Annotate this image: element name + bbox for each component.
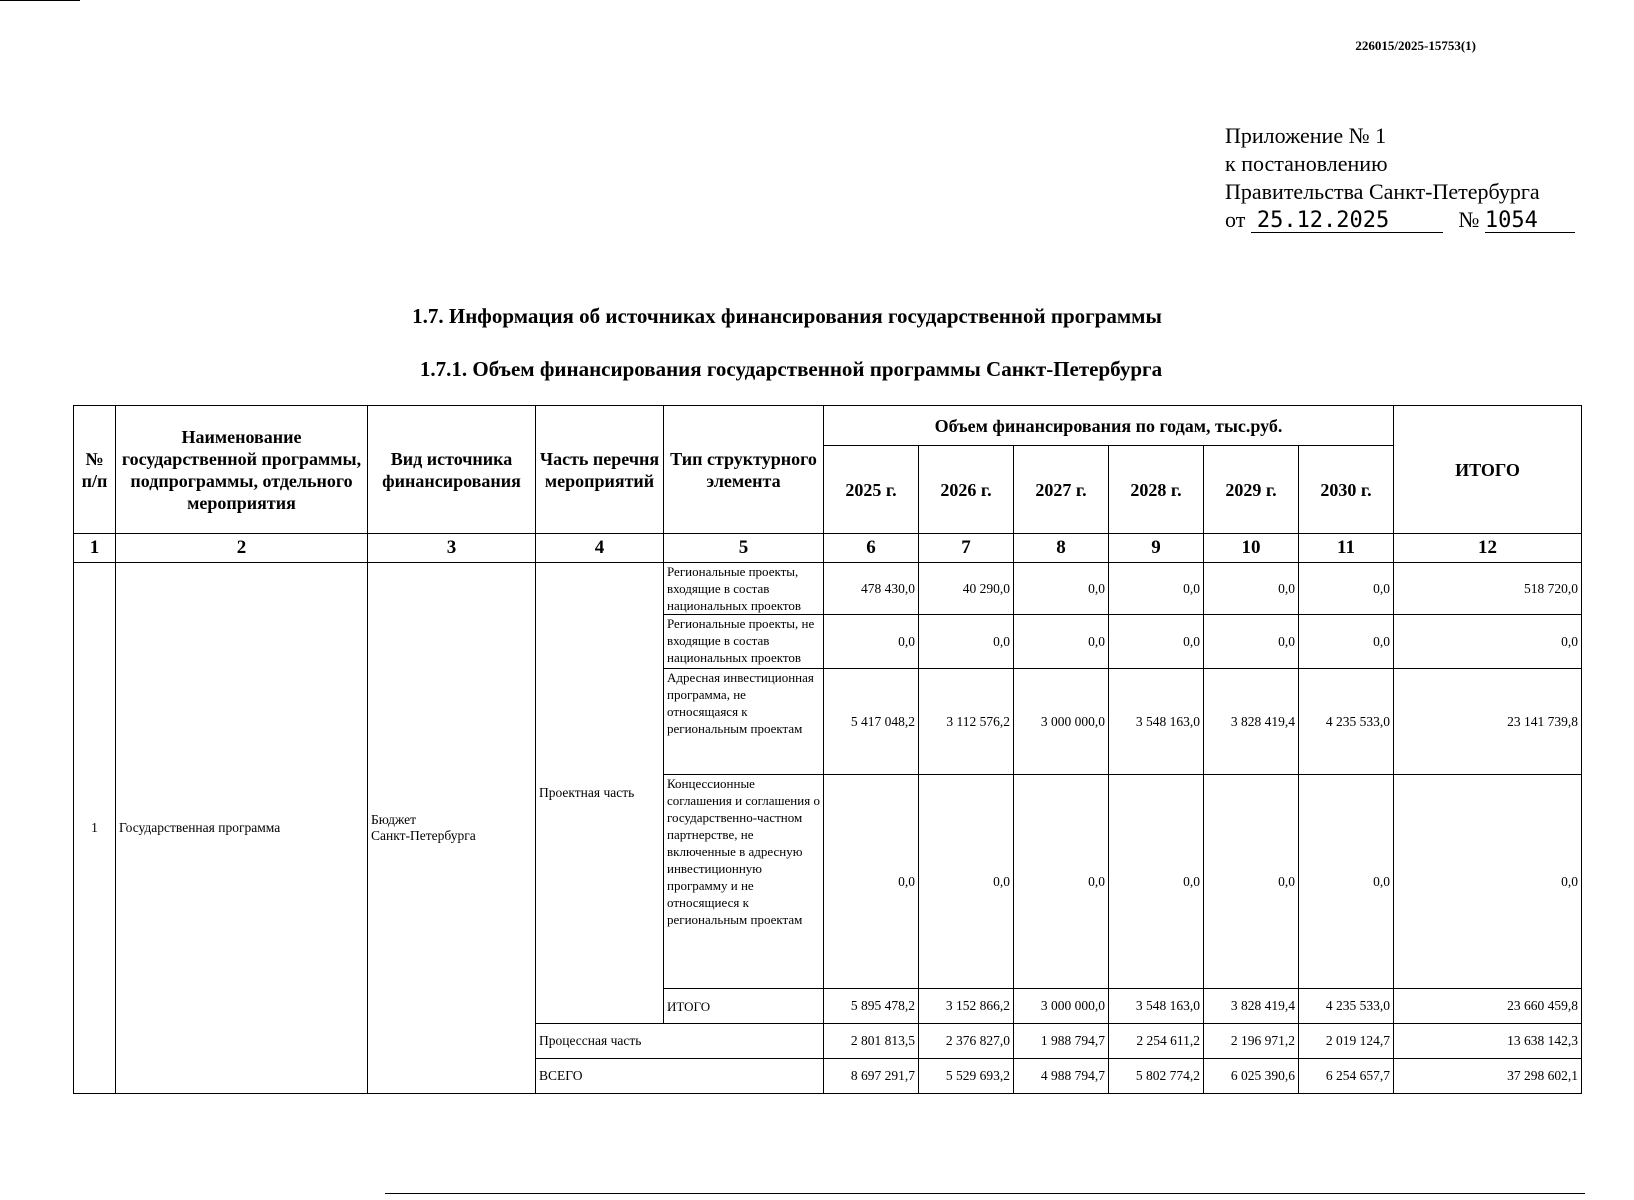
column-number: 1 [74, 534, 116, 563]
appendix-line-3: Правительства Санкт-Петербурга [1225, 179, 1540, 204]
row-total: 0,0 [1394, 615, 1582, 669]
header-year: 2030 г. [1299, 446, 1394, 534]
header-source: Вид источника финансирования [368, 406, 536, 534]
column-number: 6 [824, 534, 919, 563]
value-cell: 5 802 774,2 [1109, 1059, 1204, 1094]
value-cell: 6 025 390,6 [1204, 1059, 1299, 1094]
decree-number: 1054 [1485, 210, 1575, 233]
value-cell: 40 290,0 [919, 563, 1014, 615]
row-number: 1 [74, 563, 116, 1094]
row-total: 23 141 739,8 [1394, 669, 1582, 775]
value-cell: 3 000 000,0 [1014, 989, 1109, 1024]
appendix-line-2: к постановлению [1225, 151, 1388, 176]
project-part: Проектная часть [536, 563, 664, 1024]
column-number: 9 [1109, 534, 1204, 563]
number-prefix: № [1458, 207, 1480, 232]
value-cell: 2 196 971,2 [1204, 1024, 1299, 1059]
value-cell: 3 000 000,0 [1014, 669, 1109, 775]
value-cell: 0,0 [1204, 563, 1299, 615]
row-total: 37 298 602,1 [1394, 1059, 1582, 1094]
section-subtitle: 1.7.1. Объем финансирования государственной программы Санкт-Петербурга [419, 357, 1163, 381]
header-year: 2025 г. [824, 446, 919, 534]
value-cell: 478 430,0 [824, 563, 919, 615]
value-cell: 2 376 827,0 [919, 1024, 1014, 1059]
value-cell: 0,0 [1109, 563, 1204, 615]
value-cell: 3 112 576,2 [919, 669, 1014, 775]
header-name: Наименование государственной программы, подпрограммы, отдельного мероприятия [116, 406, 368, 534]
column-number: 12 [1394, 534, 1582, 563]
appendix-line-1: Приложение № 1 [1225, 123, 1387, 148]
value-cell: 5 895 478,2 [824, 989, 919, 1024]
date-prefix: от [1225, 207, 1246, 232]
value-cell: 0,0 [1014, 615, 1109, 669]
financing-table [73, 405, 1582, 1094]
header-part: Часть перечня мероприятий [536, 406, 664, 534]
value-cell: 0,0 [1299, 615, 1394, 669]
value-cell: 1 988 794,7 [1014, 1024, 1109, 1059]
value-cell: 2 019 124,7 [1299, 1024, 1394, 1059]
financing-source: Бюджет Санкт-Петербурга [368, 563, 536, 1094]
decree-date: 25.12.2025 [1251, 210, 1443, 233]
structural-element-type: Региональные проекты, входящие в состав национальных проектов [664, 563, 824, 615]
structural-element-type: Адресная инвестиционная программа, не относящаяся к региональным проектам [664, 669, 824, 775]
grand-total-label: ВСЕГО [536, 1059, 824, 1094]
value-cell: 0,0 [1299, 563, 1394, 615]
section-title: 1.7. Информация об источниках финансирования государственной программы [412, 304, 1162, 328]
header-year: 2027 г. [1014, 446, 1109, 534]
bottom-edge-rule [385, 1193, 1585, 1194]
row-total: 518 720,0 [1394, 563, 1582, 615]
header-total: ИТОГО [1394, 406, 1582, 534]
header-year: 2028 г. [1109, 446, 1204, 534]
value-cell: 0,0 [1014, 775, 1109, 989]
column-number: 4 [536, 534, 664, 563]
row-total: 23 660 459,8 [1394, 989, 1582, 1024]
appendix-block [1225, 122, 1575, 234]
table-row [74, 563, 1582, 615]
column-number: 5 [664, 534, 824, 563]
value-cell: 3 548 163,0 [1109, 989, 1204, 1024]
row-total: 13 638 142,3 [1394, 1024, 1582, 1059]
value-cell: 4 235 533,0 [1299, 669, 1394, 775]
top-edge-rule [0, 0, 80, 1]
value-cell: 8 697 291,7 [824, 1059, 919, 1094]
column-number: 3 [368, 534, 536, 563]
column-number: 8 [1014, 534, 1109, 563]
value-cell: 3 828 419,4 [1204, 669, 1299, 775]
row-total: 0,0 [1394, 775, 1582, 989]
column-number: 7 [919, 534, 1014, 563]
value-cell: 0,0 [824, 615, 919, 669]
value-cell: 2 801 813,5 [824, 1024, 919, 1059]
value-cell: 5 417 048,2 [824, 669, 919, 775]
project-subtotal-label: ИТОГО [664, 989, 824, 1024]
program-name: Государственная программа [116, 563, 368, 1094]
value-cell: 0,0 [1109, 615, 1204, 669]
value-cell: 5 529 693,2 [919, 1059, 1014, 1094]
process-part-label: Процессная часть [536, 1024, 824, 1059]
value-cell: 0,0 [1204, 775, 1299, 989]
header-year: 2029 г. [1204, 446, 1299, 534]
header-no: № п/п [74, 406, 116, 534]
value-cell: 2 254 611,2 [1109, 1024, 1204, 1059]
value-cell: 0,0 [1109, 775, 1204, 989]
value-cell: 3 548 163,0 [1109, 669, 1204, 775]
column-number: 11 [1299, 534, 1394, 563]
column-number: 10 [1204, 534, 1299, 563]
value-cell: 3 152 866,2 [919, 989, 1014, 1024]
value-cell: 0,0 [919, 615, 1014, 669]
value-cell: 0,0 [919, 775, 1014, 989]
value-cell: 4 235 533,0 [1299, 989, 1394, 1024]
value-cell: 6 254 657,7 [1299, 1059, 1394, 1094]
appendix-date-line [1225, 206, 1575, 234]
column-number: 2 [116, 534, 368, 563]
value-cell: 4 988 794,7 [1014, 1059, 1109, 1094]
header-volume: Объем финансирования по годам, тыс.руб. [824, 406, 1394, 446]
header-year: 2026 г. [919, 446, 1014, 534]
value-cell: 3 828 419,4 [1204, 989, 1299, 1024]
value-cell: 0,0 [824, 775, 919, 989]
registration-number: 226015/2025-15753(1) [1355, 38, 1476, 53]
header-type: Тип структурного элемента [664, 406, 824, 534]
value-cell: 0,0 [1014, 563, 1109, 615]
structural-element-type: Региональные проекты, не входящие в состав национальных проектов [664, 615, 824, 669]
value-cell: 0,0 [1204, 615, 1299, 669]
structural-element-type: Концессионные соглашения и соглашения о государственно-частном партнерстве, не включенные в адресную инвестиционную программу и не относящиеся к региональным проектам [664, 775, 824, 989]
value-cell: 0,0 [1299, 775, 1394, 989]
